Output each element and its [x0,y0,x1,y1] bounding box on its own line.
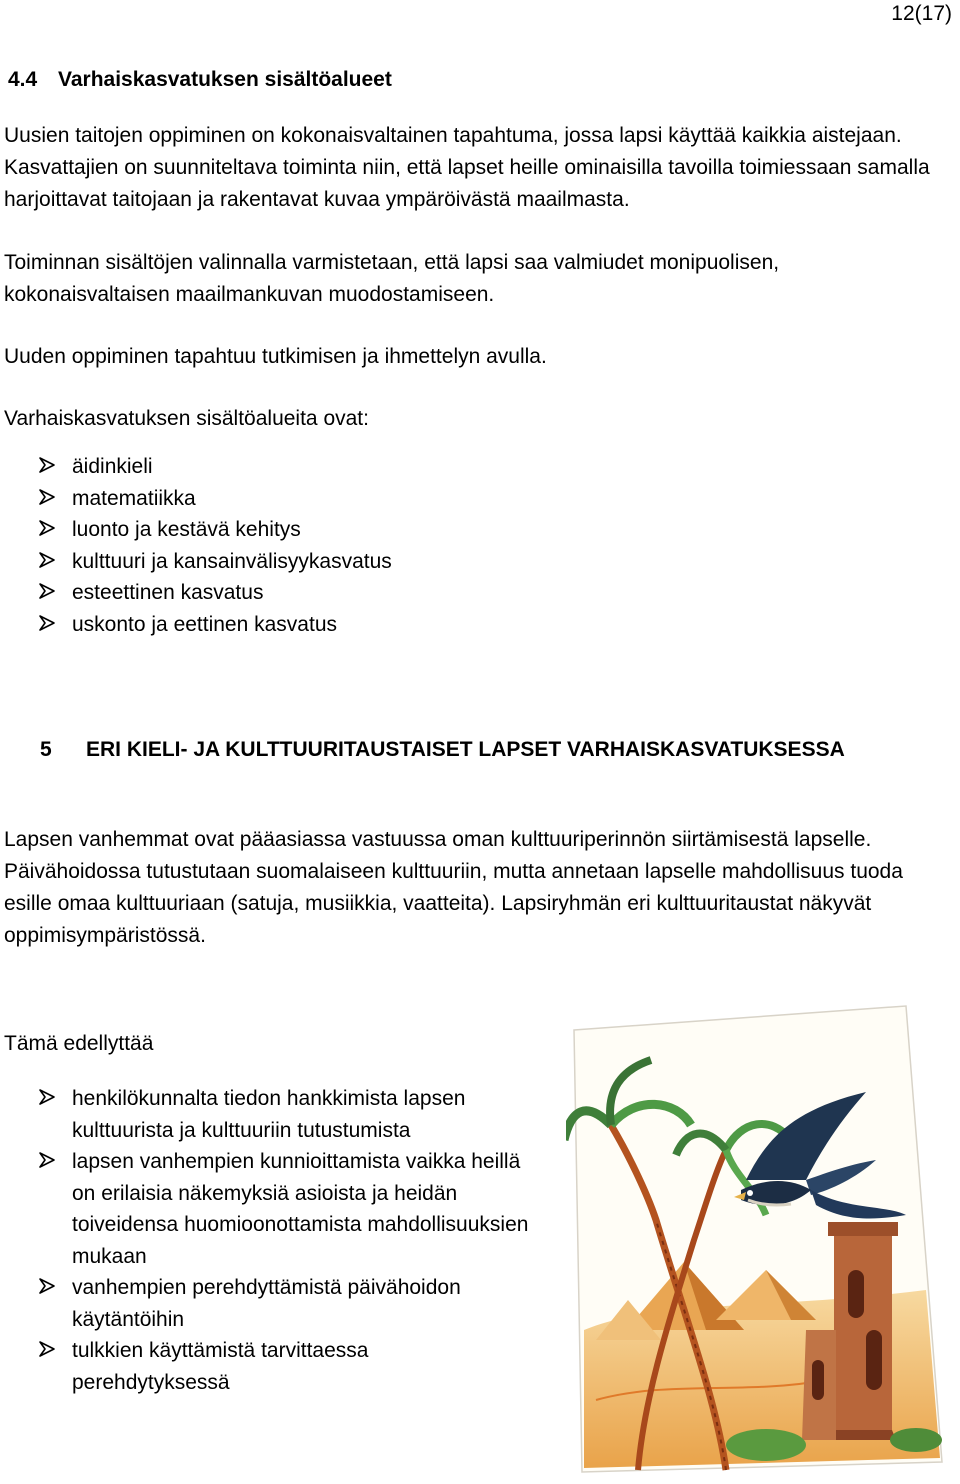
arrowhead-bullet-icon [38,483,56,511]
arrowhead-bullet-icon [38,609,56,637]
intro-paragraph: Uusien taitojen oppiminen on kokonaisvaltainen tapahtuma, jossa lapsi käyttää kaikkia aistejaan. Kasvattajien on suunniteltava toiminta niin, että lapset heille ominaisilla tavoilla toimiessaan samalla harjoittavat taitojaan ja rakentavat kuvaa ympäröivästä maailmasta. [4,124,930,211]
arrowhead-bullet-icon [38,514,56,542]
list-item: lapsen vanhempien kunnioittamista vaikka heillä on erilaisia näkemyksiä asioista ja heidän toiveidensa huomioonottamista mahdollisuuksien mukaan [2,1146,532,1272]
list-item: matematiikka [4,483,392,515]
list-item: vanhempien perehdyttämistä päivähoidon käytäntöihin [2,1272,532,1335]
arrowhead-bullet-icon [38,1083,56,1111]
requirements-list [2,1083,542,1398]
content-selection-paragraph: Toiminnan sisältöjen valinnalla varmistetaan, että lapsi saa valmiudet monipuolisen, kokonaisvaltaisen maailmankuvan muodostamiseen. [4,251,780,306]
arrowhead-bullet-icon [38,1335,56,1363]
section-number: 4.4 [8,68,38,91]
list-item: tulkkien käyttämistä tarvittaessa perehdytyksessä [2,1335,472,1398]
list-item: luonto ja kestävä kehitys [4,514,392,546]
arrowhead-bullet-icon [38,1272,56,1300]
section-title: ERI KIELI- JA KULTTUURITAUSTAISET LAPSET VARHAISKASVATUKSESSA [86,738,845,761]
section-heading-5 [40,738,845,762]
list-item: kulttuuri ja kansainvälisyykasvatus [4,546,392,578]
culture-paragraph: Lapsen vanhemmat ovat pääasiassa vastuussa oman kulttuuriperinnön siirtämisestä lapselle. Päivähoidossa tutustutaan suomalaiseen kulttuuriin, mutta annetaan lapselle mahdollisuus tuoda esille omaa kulttuuriaan (satuja, musiikkia, vaatteita). Lapsiryhmän eri kulttuuritaustat näkyvät oppimisympäristössä. [4,828,903,947]
swallow-palm-pyramids-illustration [566,1000,946,1475]
content-areas-list [4,451,392,640]
arrowhead-bullet-icon [38,546,56,574]
learning-paragraph: Uuden oppiminen tapahtuu tutkimisen ja ihmettelyn avulla. [4,345,547,368]
arrowhead-bullet-icon [38,451,56,479]
section-title: Varhaiskasvatuksen sisältöalueet [58,68,392,91]
list-item: äidinkieli [4,451,392,483]
requires-label: Tämä edellyttää [4,1032,154,1055]
list-item: henkilökunnalta tiedon hankkimista lapsen kulttuurista ja kulttuuriin tutustumista [2,1083,532,1146]
section-heading-4-4 [8,68,392,92]
section-number: 5 [40,738,52,761]
content-areas-lead: Varhaiskasvatuksen sisältöalueita ovat: [4,407,369,430]
list-item: esteettinen kasvatus [4,577,392,609]
arrowhead-bullet-icon [38,577,56,605]
list-item: uskonto ja eettinen kasvatus [4,609,392,641]
page-number: 12(17) [891,2,952,25]
arrowhead-bullet-icon [38,1146,56,1174]
